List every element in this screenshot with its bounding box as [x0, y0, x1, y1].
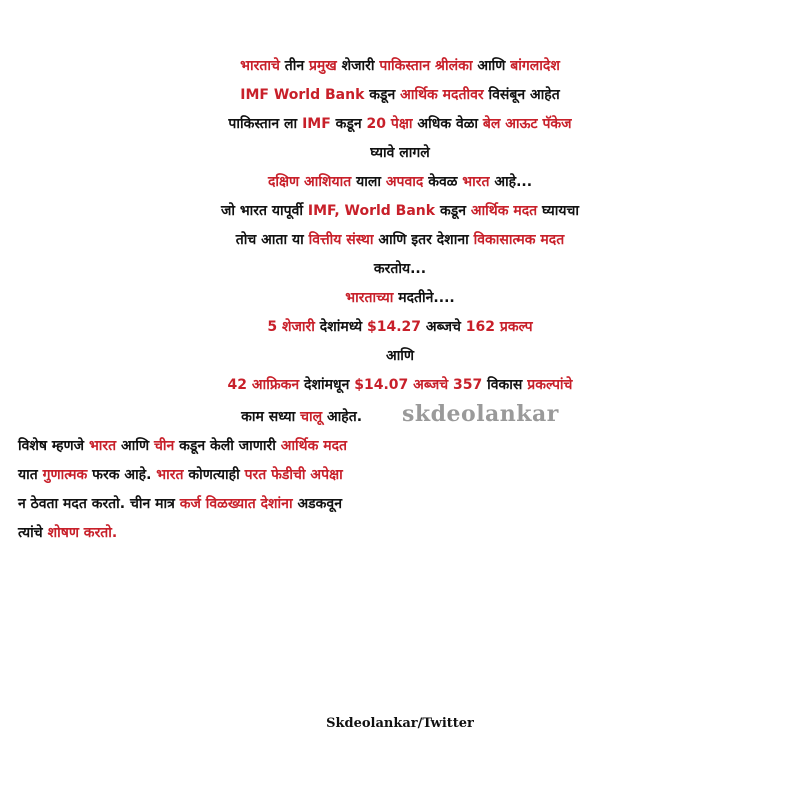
- body-text: जो भारत यापूर्वी: [220, 203, 308, 219]
- highlight-text: भारत: [88, 438, 117, 454]
- body-text: कडून: [330, 116, 367, 132]
- body-text: विसंबून आहेत: [483, 87, 560, 103]
- highlight-text: आर्थिक मदतीवर: [400, 87, 484, 103]
- text-block: [0, 52, 800, 548]
- highlight-text: $14.07 अब्जचे 357: [354, 377, 483, 393]
- body-text: न ठेवता मदत करतो. चीन मात्र: [18, 496, 180, 512]
- text-line: [0, 313, 800, 342]
- body-text: आणि: [116, 438, 154, 454]
- body-text: घ्यावे लागले: [370, 145, 430, 161]
- highlight-text: चीन: [153, 438, 175, 454]
- highlight-text: IMF World Bank: [240, 87, 365, 103]
- highlight-text: भारताचे: [240, 58, 280, 74]
- highlight-text: 162 प्रकल्प: [465, 319, 533, 335]
- body-text: कोणत्याही: [183, 467, 245, 483]
- body-text: याला: [351, 174, 386, 190]
- body-text: करतोय...: [373, 261, 427, 277]
- text-line: [0, 52, 800, 81]
- body-text: अडकवून: [292, 496, 342, 512]
- text-line: [0, 255, 800, 284]
- text-line: [0, 432, 800, 461]
- highlight-text: भारत: [156, 467, 184, 483]
- body-text: कडून: [435, 203, 471, 219]
- highlight-text: परत फेडीची अपेक्षा: [244, 467, 343, 483]
- watermark: skdeolankar: [402, 401, 559, 427]
- body-text: कडून केली जाणारी: [174, 438, 281, 454]
- highlight-text: अपवाद: [385, 174, 424, 190]
- highlight-text: $14.27: [367, 319, 422, 335]
- highlight-text: आर्थिक मदत: [280, 438, 348, 454]
- body-text: त्यांचे: [18, 525, 48, 541]
- body-text: आहे...: [489, 174, 533, 190]
- highlight-text: पाकिस्तान श्रीलंका: [379, 58, 473, 74]
- body-text: देशांमधून: [299, 377, 355, 393]
- text-line: [0, 168, 800, 197]
- body-text: तीन: [279, 58, 309, 74]
- highlight-text: IMF, World Bank: [307, 203, 436, 219]
- text-line: [0, 139, 800, 168]
- body-text: पाकिस्तान ला: [228, 116, 303, 132]
- text-line: [0, 342, 800, 371]
- body-text: कडून: [364, 87, 401, 103]
- body-text: शेजारी: [336, 58, 380, 74]
- body-text: विशेष म्हणजे: [18, 438, 89, 454]
- body-text: आणि: [385, 348, 415, 364]
- text-line: [0, 461, 800, 490]
- text-line: [0, 226, 800, 255]
- highlight-text: IMF: [302, 116, 331, 132]
- highlight-text: वित्तीय संस्था: [308, 232, 374, 248]
- body-text: केवळ: [423, 174, 463, 190]
- highlight-text: गुणात्मक: [42, 467, 88, 483]
- body-text: आणि: [472, 58, 511, 74]
- body-text: विकास: [482, 377, 528, 393]
- highlight-text: विकासात्मक मदत: [473, 232, 565, 248]
- highlight-text: शोषण करतो.: [47, 525, 118, 541]
- text-line: [0, 490, 800, 519]
- highlight-text: बांगलादेश: [510, 58, 560, 74]
- highlight-text: भारताच्या: [345, 290, 394, 306]
- text-line: [0, 371, 800, 400]
- footer-credit: Skdeolankar/Twitter: [326, 716, 474, 731]
- highlight-text: 20 पेक्षा: [366, 116, 413, 132]
- body-text: घ्यायचा: [537, 203, 580, 219]
- body-text: अब्जचे: [421, 319, 466, 335]
- highlight-text: 5 शेजारी: [267, 319, 315, 335]
- highlight-text: भारत: [462, 174, 490, 190]
- highlight-text: बेल आऊट पॅकेज: [482, 116, 572, 132]
- text-line: [0, 519, 800, 548]
- highlight-text: प्रमुख: [308, 58, 337, 74]
- text-line: [0, 197, 800, 226]
- highlight-text: आर्थिक मदत: [470, 203, 538, 219]
- body-text: काम सध्या: [241, 409, 301, 425]
- text-line: [0, 284, 800, 313]
- text-line: [0, 81, 800, 110]
- body-text: यात: [18, 467, 43, 483]
- body-text: आहेत.: [322, 409, 363, 425]
- body-text: देशांमध्ये: [314, 319, 368, 335]
- highlight-text: 42 आफ्रिकन: [227, 377, 300, 393]
- body-text: अधिक वेळा: [412, 116, 483, 132]
- highlight-text: चालू: [300, 409, 323, 425]
- highlight-text: प्रकल्पांचे: [527, 377, 573, 393]
- highlight-text: कर्ज विळख्यात देशांना: [179, 496, 293, 512]
- body-text: मदतीने....: [393, 290, 455, 306]
- text-line: [0, 110, 800, 139]
- body-text: आणि इतर देशाना: [373, 232, 474, 248]
- text-line: [0, 400, 800, 432]
- highlight-text: दक्षिण आशियात: [267, 174, 352, 190]
- body-text: तोच आता या: [235, 232, 309, 248]
- body-text: फरक आहे.: [87, 467, 157, 483]
